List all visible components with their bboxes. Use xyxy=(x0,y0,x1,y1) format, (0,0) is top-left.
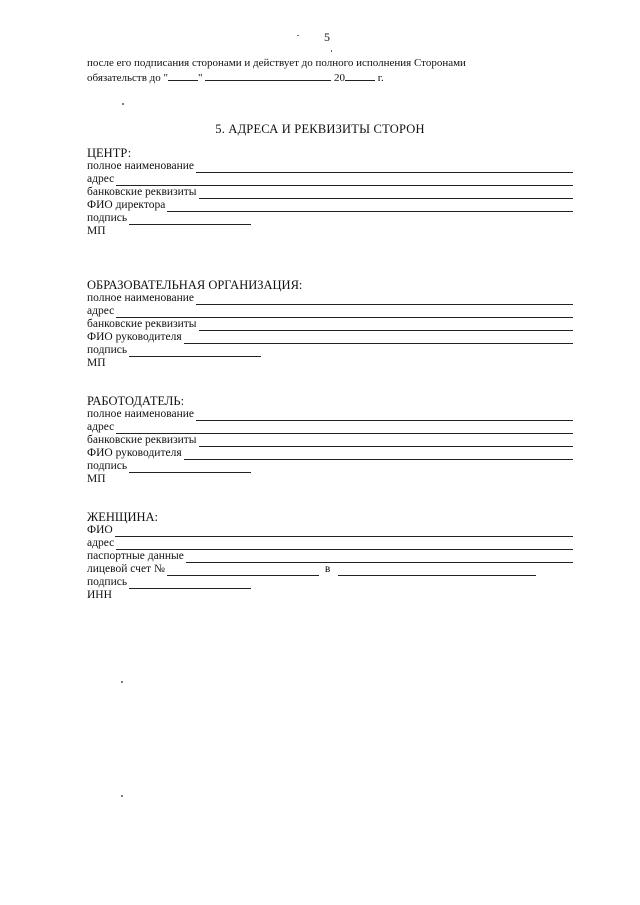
center-signature-label: подпись xyxy=(87,212,128,224)
woman-account-number-field[interactable] xyxy=(167,566,319,576)
employer-head-field[interactable] xyxy=(184,450,573,460)
employer-signature-label: подпись xyxy=(87,460,128,472)
org-address-row xyxy=(87,305,573,318)
page-number: 5 xyxy=(324,30,330,44)
employer-bank-row xyxy=(87,434,573,447)
employer-full-name-row xyxy=(87,408,573,421)
org-block xyxy=(87,278,573,370)
scan-speck xyxy=(121,795,123,797)
center-director-row xyxy=(87,199,573,212)
scan-speck xyxy=(121,681,123,683)
intro-quote: " xyxy=(198,71,203,84)
employer-stamp-label: МП xyxy=(87,473,106,485)
org-full-name-row xyxy=(87,292,573,305)
woman-passport-row xyxy=(87,550,573,563)
org-bank-label: банковские реквизиты xyxy=(87,318,197,330)
scan-speck xyxy=(297,35,299,36)
org-full-name-field[interactable] xyxy=(196,295,573,305)
org-heading: ОБРАЗОВАТЕЛЬНАЯ ОРГАНИЗАЦИЯ: xyxy=(87,278,303,292)
center-heading: ЦЕНТР: xyxy=(87,146,132,160)
org-signature-label: подпись xyxy=(87,344,128,356)
employer-heading: РАБОТОДАТЕЛЬ: xyxy=(87,394,185,408)
woman-fio-field[interactable] xyxy=(115,527,573,537)
woman-account-row xyxy=(87,563,573,576)
woman-inn-label: ИНН xyxy=(87,589,112,601)
org-signature-row xyxy=(87,344,573,357)
woman-account-bank-field[interactable] xyxy=(338,566,536,576)
org-address-field[interactable] xyxy=(116,308,573,318)
intro-line-2 xyxy=(87,71,573,86)
center-full-name-row xyxy=(87,160,573,173)
woman-fio-row xyxy=(87,524,573,537)
center-signature-row xyxy=(87,212,573,225)
intro-year: 20 xyxy=(334,71,345,84)
woman-signature-field[interactable] xyxy=(129,579,251,589)
org-bank-row xyxy=(87,318,573,331)
center-signature-field[interactable] xyxy=(129,215,251,225)
center-bank-field[interactable] xyxy=(199,189,573,199)
center-director-field[interactable] xyxy=(167,202,573,212)
scan-speck xyxy=(122,103,124,105)
section-title: 5. АДРЕСА И РЕКВИЗИТЫ СТОРОН xyxy=(215,122,425,136)
org-head-field[interactable] xyxy=(184,334,573,344)
intro-prefix: обязательств до " xyxy=(87,71,168,84)
woman-account-in-label: в xyxy=(324,563,331,575)
employer-bank-field[interactable] xyxy=(199,437,573,447)
woman-passport-field[interactable] xyxy=(186,553,573,563)
employer-address-field[interactable] xyxy=(116,424,573,434)
woman-account-label: лицевой счет № xyxy=(87,563,165,575)
month-blank xyxy=(205,71,331,81)
org-stamp-label: МП xyxy=(87,357,106,369)
intro-suffix: г. xyxy=(377,71,384,84)
woman-signature-row xyxy=(87,576,573,589)
center-full-name-label: полное наименование xyxy=(87,160,195,172)
woman-passport-label: паспортные данные xyxy=(87,550,184,562)
org-signature-field[interactable] xyxy=(129,347,261,357)
year-blank xyxy=(345,71,375,81)
employer-head-label: ФИО руководителя xyxy=(87,447,182,459)
scan-speck xyxy=(331,50,332,52)
employer-block xyxy=(87,394,573,486)
org-head-label: ФИО руководителя xyxy=(87,331,182,343)
center-bank-label: банковские реквизиты xyxy=(87,186,197,198)
center-address-field[interactable] xyxy=(116,176,573,186)
employer-full-name-label: полное наименование xyxy=(87,408,195,420)
intro-paragraph xyxy=(87,57,573,85)
center-address-label: адрес xyxy=(87,173,115,185)
woman-heading: ЖЕНЩИНА: xyxy=(87,510,159,524)
center-block xyxy=(87,146,573,238)
woman-address-field[interactable] xyxy=(116,540,573,550)
employer-address-row xyxy=(87,421,573,434)
employer-signature-field[interactable] xyxy=(129,463,251,473)
center-stamp-label: МП xyxy=(87,225,106,237)
org-address-label: адрес xyxy=(87,305,115,317)
employer-full-name-field[interactable] xyxy=(196,411,573,421)
org-full-name-label: полное наименование xyxy=(87,292,195,304)
employer-signature-row xyxy=(87,460,573,473)
day-blank xyxy=(168,71,198,81)
org-head-row xyxy=(87,331,573,344)
woman-address-label: адрес xyxy=(87,537,115,549)
center-bank-row xyxy=(87,186,573,199)
employer-bank-label: банковские реквизиты xyxy=(87,434,197,446)
employer-head-row xyxy=(87,447,573,460)
woman-address-row xyxy=(87,537,573,550)
org-bank-field[interactable] xyxy=(199,321,573,331)
employer-address-label: адрес xyxy=(87,421,115,433)
center-full-name-field[interactable] xyxy=(196,163,573,173)
woman-signature-label: подпись xyxy=(87,576,128,588)
woman-block xyxy=(87,510,573,602)
center-director-label: ФИО директора xyxy=(87,199,166,211)
center-address-row xyxy=(87,173,573,186)
intro-line-1: после его подписания сторонами и действует до полного исполнения Сторонами xyxy=(87,57,466,69)
woman-fio-label: ФИО xyxy=(87,524,113,536)
